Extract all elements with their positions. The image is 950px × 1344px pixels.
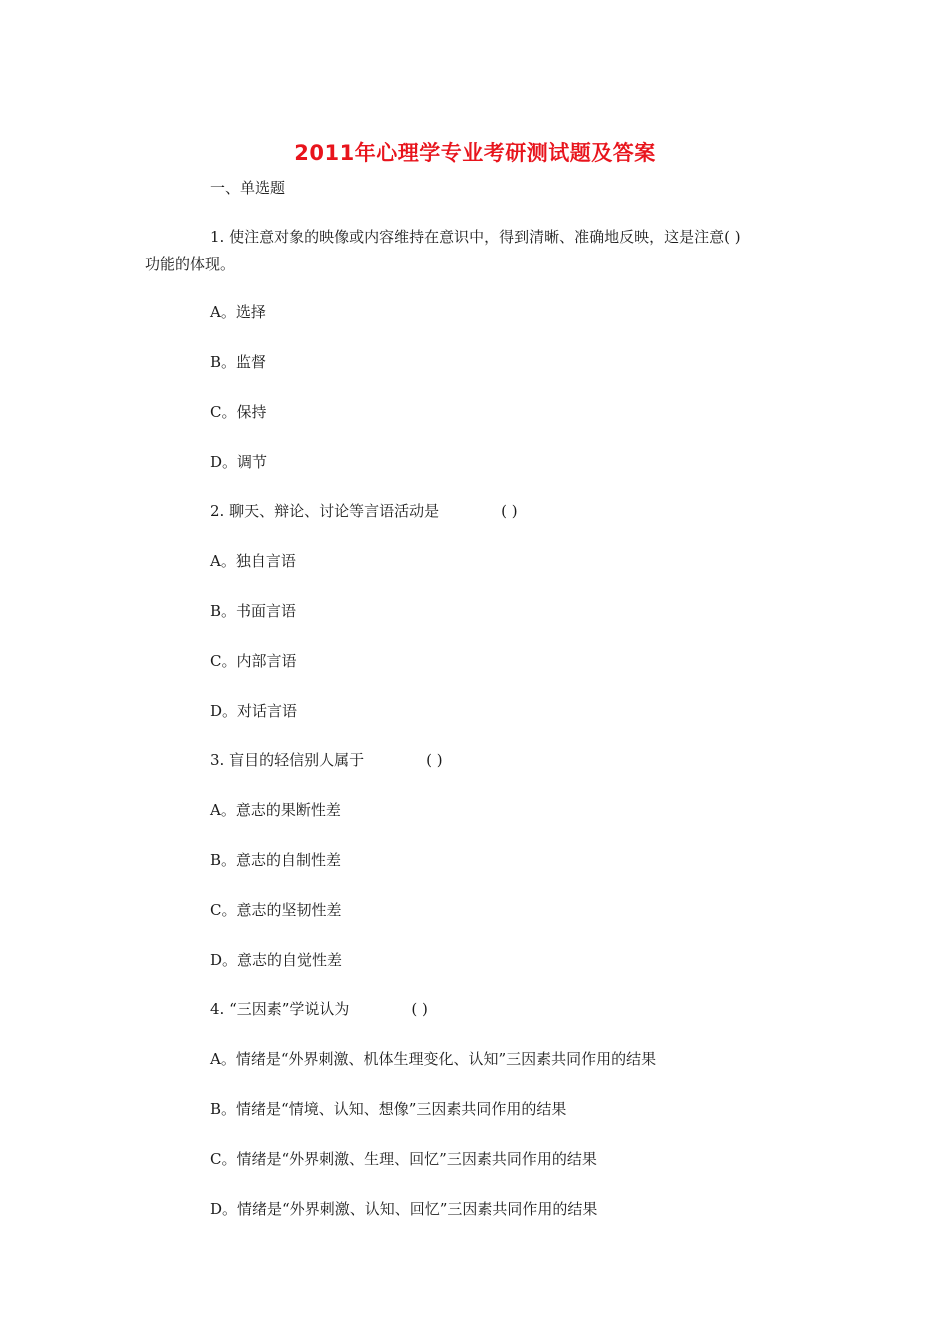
question-1: [145, 224, 815, 278]
question-1-option-c: C。保持: [210, 403, 267, 421]
question-3-option-b: B。意志的自制性差: [210, 851, 342, 869]
question-3-option-d: D。意志的自觉性差: [210, 951, 343, 969]
question-4-answer-blank: ( ): [411, 1000, 428, 1018]
question-1-stem-line1: 1. 使注意对象的映像或内容维持在意识中，得到清晰、准确地反映，这是注意( ): [210, 228, 741, 246]
question-1-option-b: B。监督: [210, 353, 267, 371]
page-title: 2011年心理学专业考研测试题及答案: [294, 141, 656, 165]
question-4-option-d: D。情绪是“外界刺激、认知、回忆”三因素共同作用的结果: [210, 1200, 598, 1218]
question-2-option-b: B。书面言语: [210, 602, 297, 620]
question-3-text: 3. 盲目的轻信别人属于: [210, 751, 365, 769]
question-4-option-c: C。情绪是“外界刺激、生理、回忆”三因素共同作用的结果: [210, 1150, 597, 1168]
question-3-option-c: C。意志的坚韧性差: [210, 901, 342, 919]
section-heading: 一、单选题: [210, 179, 286, 197]
question-4-option-a: A。情绪是“外界刺激、机体生理变化、认知”三因素共同作用的结果: [210, 1050, 657, 1068]
question-1-stem-line2: 功能的体现。: [145, 255, 236, 273]
question-1-option-d: D。调节: [210, 453, 268, 471]
question-3-stem: [210, 748, 443, 772]
question-2-answer-blank: ( ): [501, 502, 518, 520]
question-4-stem: [210, 997, 428, 1021]
question-3-answer-blank: ( ): [426, 751, 443, 769]
question-2-text: 2. 聊天、辩论、讨论等言语活动是: [210, 502, 440, 520]
question-4-option-b: B。情绪是“情境、认知、想像”三因素共同作用的结果: [210, 1100, 567, 1118]
question-3-option-a: A。意志的果断性差: [210, 801, 341, 819]
question-4-text: 4. “三因素”学说认为: [210, 1000, 350, 1018]
question-2-option-a: A。独自言语: [210, 552, 296, 570]
question-2-option-c: C。内部言语: [210, 652, 297, 670]
question-2-stem: [210, 499, 518, 523]
question-1-option-a: A。选择: [210, 303, 266, 321]
question-2-option-d: D。对话言语: [210, 702, 298, 720]
